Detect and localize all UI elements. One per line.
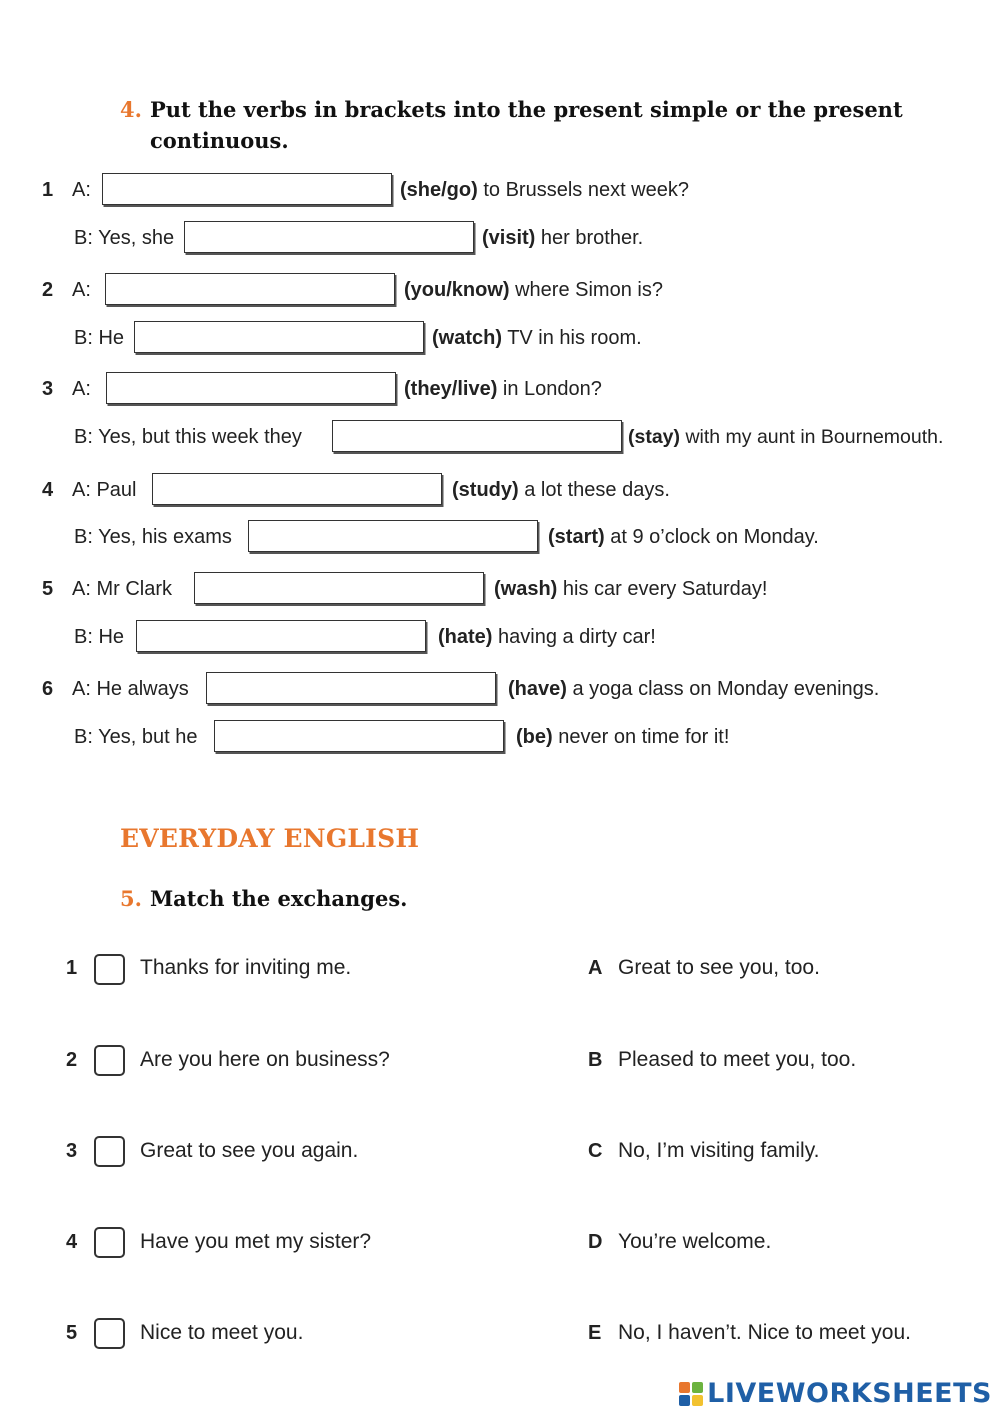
answer-input-2b[interactable] [134,321,424,353]
dialogue-b-suffix [438,619,656,655]
match-item-number: 4 [66,1231,78,1253]
dialogue-b-suffix [432,320,642,356]
verb-prompt: (be) [516,726,553,748]
verb-prompt: (you/know) [404,279,510,301]
verb-prompt: (start) [548,526,605,548]
dialogue-b-suffix [516,719,729,755]
dialogue-a-suffix [404,371,602,407]
sentence-rest: with my aunt in Bournemouth. [680,426,944,448]
question-number: 2 [42,279,54,301]
liveworksheets-logo-icon [679,1382,703,1406]
match-option-text: Pleased to meet you, too. [618,1048,857,1071]
match-option-letter: E [588,1322,602,1344]
dialogue-a-prefix: A: [72,279,91,301]
dialogue-b-prefix: B: Yes, his exams [74,526,232,548]
sentence-rest: at 9 o’clock on Monday. [604,526,819,548]
dialogue-a-prefix: A: He always [72,678,189,700]
exercise-5-instruction-text: Match the exchanges. [149,886,408,911]
verb-prompt: (watch) [432,327,502,349]
verb-prompt: (stay) [628,426,681,448]
exercise-4-instruction-line1: Put the verbs in brackets into the present simple or the present [149,97,903,122]
question-number: 1 [42,179,54,201]
match-option-text: Great to see you, too. [618,956,820,979]
answer-input-1a[interactable] [102,173,392,205]
dialogue-b-prefix: B: Yes, but this week they [74,426,302,448]
match-item-text: Thanks for inviting me. [140,956,352,979]
dialogue-a-prefix: A: [72,179,91,201]
sentence-rest: never on time for it! [552,726,730,748]
verb-prompt: (hate) [438,626,493,648]
match-option-text: You’re welcome. [618,1230,772,1253]
match-option-text: No, I’m visiting family. [618,1139,820,1162]
sentence-rest: her brother. [535,227,644,249]
match-item-text: Are you here on business? [140,1048,390,1071]
answer-input-2a[interactable] [105,273,395,305]
answer-input-1b[interactable] [184,221,474,253]
question-number: 5 [42,578,54,600]
dialogue-a-suffix [400,172,689,208]
dialogue-b-prefix: B: He [74,327,125,349]
dialogue-a-prefix: A: Paul [72,479,137,501]
match-item-number: 1 [66,957,78,979]
sentence-rest: having a dirty car! [492,626,656,648]
match-item-number: 2 [66,1049,78,1071]
match-item-text: Nice to meet you. [140,1321,304,1344]
dialogue-a-suffix [508,671,879,707]
question-number: 4 [42,479,54,501]
section-title: EVERYDAY ENGLISH [120,824,420,853]
dialogue-b-prefix: B: He [74,626,125,648]
answer-input-4a[interactable] [152,473,442,505]
exercise-4-instruction [120,94,903,125]
verb-prompt: (she/go) [400,179,478,201]
match-answer-box-5[interactable] [94,1318,125,1349]
match-answer-box-4[interactable] [94,1227,125,1258]
dialogue-b-suffix [628,419,943,455]
match-item-number: 5 [66,1322,78,1344]
liveworksheets-logo-text: LIVEWORKSHEETS [707,1378,992,1409]
exercise-5-number: 5. [120,886,142,911]
sentence-rest: a yoga class on Monday evenings. [566,678,880,700]
liveworksheets-logo [679,1378,992,1409]
verb-prompt: (wash) [494,578,558,600]
exercise-5-instruction [120,883,408,914]
match-option-letter: A [588,957,603,979]
match-option-letter: D [588,1231,603,1253]
match-answer-box-2[interactable] [94,1045,125,1076]
verb-prompt: (they/live) [404,378,498,400]
sentence-rest: TV in his room. [502,327,642,349]
dialogue-a-suffix [404,272,663,308]
match-answer-box-1[interactable] [94,954,125,985]
dialogue-b-suffix [548,519,819,555]
answer-input-6a[interactable] [206,672,496,704]
sentence-rest: to Brussels next week? [477,179,689,201]
match-item-text: Great to see you again. [140,1139,359,1162]
dialogue-a-suffix [452,472,670,508]
exercise-4-number: 4. [120,97,142,122]
dialogue-b-prefix: B: Yes, she [74,227,175,249]
verb-prompt: (have) [508,678,567,700]
match-option-letter: B [588,1049,603,1071]
verb-prompt: (visit) [482,227,536,249]
verb-prompt: (study) [452,479,519,501]
dialogue-a-prefix: A: [72,378,91,400]
match-option-letter: C [588,1140,603,1162]
dialogue-a-prefix: A: Mr Clark [72,578,172,600]
answer-input-5b[interactable] [136,620,426,652]
dialogue-a-suffix [494,571,767,607]
answer-input-3a[interactable] [106,372,396,404]
question-number: 3 [42,378,54,400]
dialogue-b-prefix: B: Yes, but he [74,726,198,748]
sentence-rest: where Simon is? [509,279,663,301]
answer-input-4b[interactable] [248,520,538,552]
match-option-text: No, I haven’t. Nice to meet you. [618,1321,911,1344]
sentence-rest: in London? [497,378,602,400]
sentence-rest: his car every Saturday! [557,578,768,600]
match-answer-box-3[interactable] [94,1136,125,1167]
answer-input-3b[interactable] [332,420,622,452]
match-item-text: Have you met my sister? [140,1230,372,1253]
sentence-rest: a lot these days. [518,479,670,501]
match-item-number: 3 [66,1140,78,1162]
answer-input-5a[interactable] [194,572,484,604]
question-number: 6 [42,678,54,700]
exercise-4-instruction-line2: continuous. [150,128,289,153]
dialogue-b-suffix [482,220,643,256]
answer-input-6b[interactable] [214,720,504,752]
